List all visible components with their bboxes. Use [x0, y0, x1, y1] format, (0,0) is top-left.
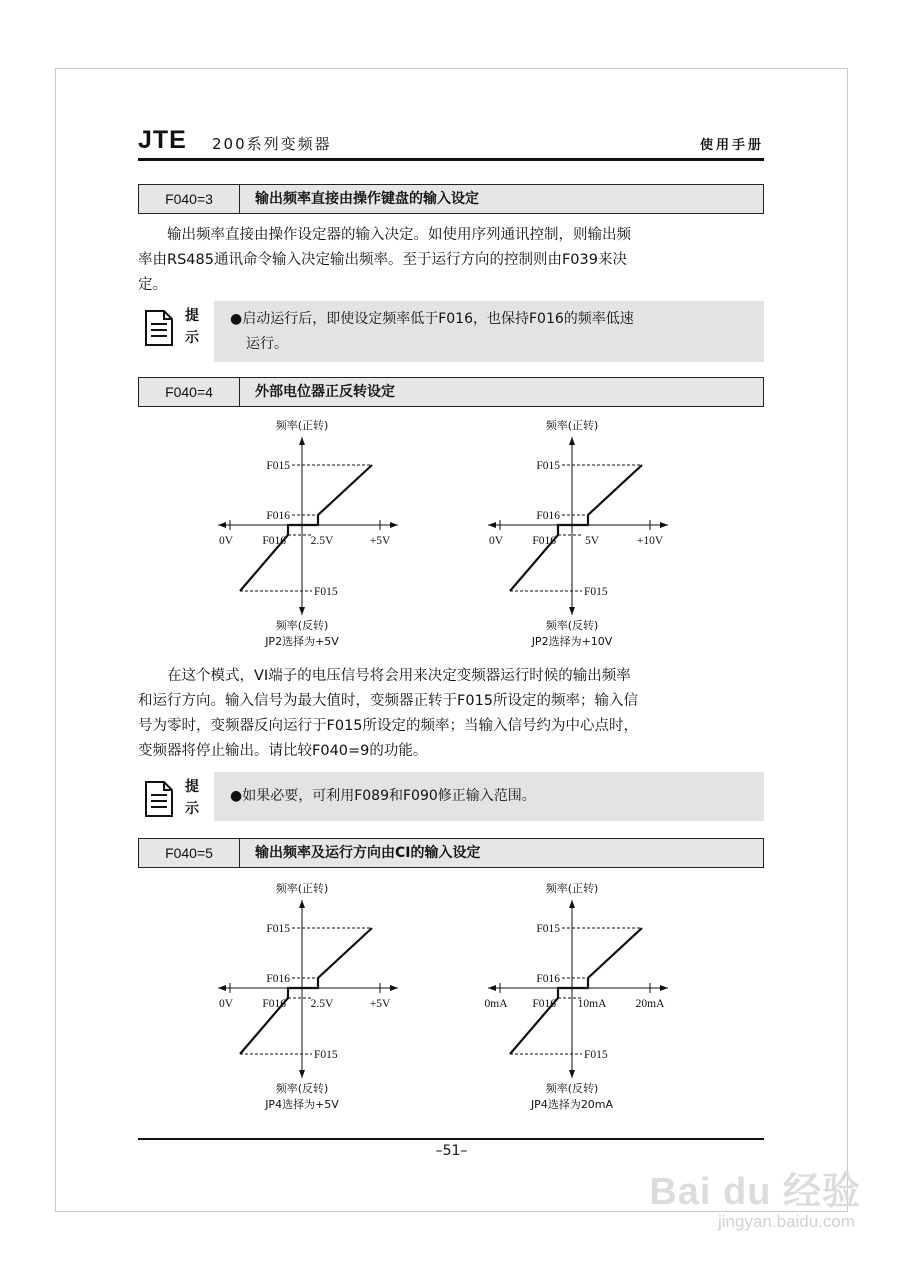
tip-box-2: [138, 772, 764, 821]
y-top-label: 频率(正转): [545, 419, 599, 432]
f015-label: F015: [266, 460, 290, 472]
x-axis-left-arrow: [488, 522, 496, 528]
y-bottom-label: 频率(反转): [275, 1082, 329, 1095]
f016-neg-label: F016: [262, 998, 286, 1010]
x-max-label: +10V: [636, 535, 664, 547]
tip-label: [185, 776, 201, 820]
f016-label: F016: [266, 973, 290, 985]
frequency-curve: [510, 465, 642, 591]
chart-caption: JP2选择为+5V: [265, 635, 339, 648]
tip-label-top: 提: [185, 779, 199, 795]
watermark: [641, 1160, 861, 1240]
frequency-curve: [240, 465, 372, 591]
note-icon: [144, 780, 174, 818]
y-axis-up-arrow: [299, 900, 305, 908]
section-title: 外部电位器正反转设定: [255, 384, 395, 400]
paragraph-line: 和运行方向。输入信号为最大值时，变频器正转于F015所设定的频率；输入信: [138, 693, 639, 709]
footer-rule: [138, 1138, 764, 1140]
x-min-label: 0mA: [484, 998, 508, 1010]
x-max-label: +5V: [369, 535, 391, 547]
f015-neg-label: F015: [584, 1049, 608, 1061]
x-axis-left-arrow: [218, 985, 226, 991]
y-axis-up-arrow: [569, 437, 575, 445]
f016-neg-label: F016: [532, 535, 556, 547]
y-top-label: 频率(正转): [275, 419, 329, 432]
tip-line: ●启动运行后，即使设定频率低于F016，也保持F016的频率低速: [230, 311, 634, 327]
tip-text: [230, 307, 746, 357]
tip-label-bottom: 示: [185, 330, 199, 346]
brand-logo: JTE: [138, 126, 187, 154]
section-title: 输出频率及运行方向由CI的输入设定: [255, 845, 481, 861]
x-mid-label: 10mA: [577, 998, 607, 1010]
chart-jp2-10v: [470, 415, 690, 655]
section-code: F040=4: [139, 378, 240, 406]
y-axis-up-arrow: [299, 437, 305, 445]
tip-line: ●如果必要，可利用F089和F090修正输入范围。: [230, 788, 536, 804]
y-axis-down-arrow: [569, 1070, 575, 1078]
x-mid-label: 5V: [584, 535, 600, 547]
page-number: –51–: [435, 1143, 468, 1159]
x-axis-right-arrow: [390, 522, 398, 528]
tip-label: [185, 305, 201, 349]
y-axis-down-arrow: [569, 607, 575, 615]
x-axis-right-arrow: [390, 985, 398, 991]
x-mid-label: 2.5V: [310, 998, 334, 1010]
x-axis-left-arrow: [218, 522, 226, 528]
paragraph-line: 定。: [138, 277, 167, 293]
f016-label: F016: [266, 510, 290, 522]
y-axis-down-arrow: [299, 607, 305, 615]
watermark-url: jingyan.baidu.com: [717, 1212, 855, 1231]
section-title: 输出频率直接由操作键盘的输入设定: [255, 191, 479, 207]
paragraph-f040-3: [138, 223, 764, 298]
f015-label: F015: [536, 923, 560, 935]
paragraph-line: 号为零时，变频器反向运行于F015所设定的频率；当输入信号约为中心点时，: [138, 718, 639, 734]
chart-caption: JP4选择为+5V: [265, 1098, 339, 1111]
watermark-logo: Bai du 经验: [649, 1171, 861, 1213]
chart-caption: JP4选择为20mA: [530, 1098, 614, 1111]
paragraph-f040-4: [138, 664, 764, 764]
x-axis-right-arrow: [660, 985, 668, 991]
x-min-label: 0V: [218, 535, 234, 547]
chart-jp4-5v: [200, 878, 420, 1118]
frequency-curve: [240, 928, 372, 1054]
chart-jp4-20ma: [470, 878, 690, 1118]
f015-neg-label: F015: [314, 1049, 338, 1061]
manual-title: 使用手册: [699, 138, 764, 153]
y-axis-up-arrow: [569, 900, 575, 908]
f016-label: F016: [536, 973, 560, 985]
paragraph-line: 在这个模式，VI端子的电压信号将会用来决定变频器运行时候的输出频率: [167, 668, 631, 684]
f016-neg-label: F016: [532, 998, 556, 1010]
f015-label: F015: [536, 460, 560, 472]
section-header-f040-3: [138, 184, 764, 214]
tip-label-top: 提: [185, 308, 199, 324]
x-min-label: 0V: [488, 535, 504, 547]
series-title: 200系列变频器: [212, 135, 332, 153]
y-bottom-label: 频率(反转): [545, 619, 599, 632]
paragraph-line: 输出频率直接由操作设定器的输入决定。如使用序列通讯控制，则输出频: [167, 227, 631, 243]
tip-label-bottom: 示: [185, 801, 199, 817]
paragraph-line: 变频器将停止输出。请比较F040=9的功能。: [138, 743, 428, 759]
x-mid-label: 2.5V: [310, 535, 334, 547]
section-code: F040=3: [139, 185, 240, 213]
note-icon: [144, 309, 174, 347]
section-header-f040-4: [138, 377, 764, 407]
y-bottom-label: 频率(反转): [545, 1082, 599, 1095]
f015-neg-label: F015: [584, 586, 608, 598]
x-axis-right-arrow: [660, 522, 668, 528]
f015-neg-label: F015: [314, 586, 338, 598]
section-code: F040=5: [139, 839, 240, 867]
y-top-label: 频率(正转): [545, 882, 599, 895]
x-axis-left-arrow: [488, 985, 496, 991]
frequency-curve: [510, 928, 642, 1054]
f016-neg-label: F016: [262, 535, 286, 547]
paragraph-line: 率由RS485通讯命令输入决定输出频率。至于运行方向的控制则由F039来决: [138, 252, 627, 268]
chart-caption: JP2选择为+10V: [531, 635, 613, 648]
y-bottom-label: 频率(反转): [275, 619, 329, 632]
x-max-label: 20mA: [635, 998, 665, 1010]
f016-label: F016: [536, 510, 560, 522]
x-max-label: +5V: [369, 998, 391, 1010]
tip-text: [230, 784, 746, 809]
section-header-f040-5: [138, 838, 764, 868]
tip-box-1: [138, 301, 764, 362]
x-min-label: 0V: [218, 998, 234, 1010]
page-header: [138, 126, 764, 160]
y-top-label: 频率(正转): [275, 882, 329, 895]
f015-label: F015: [266, 923, 290, 935]
y-axis-down-arrow: [299, 1070, 305, 1078]
tip-line: 运行。: [246, 336, 288, 352]
chart-jp2-5v: [200, 415, 420, 655]
header-rule: [138, 158, 764, 161]
